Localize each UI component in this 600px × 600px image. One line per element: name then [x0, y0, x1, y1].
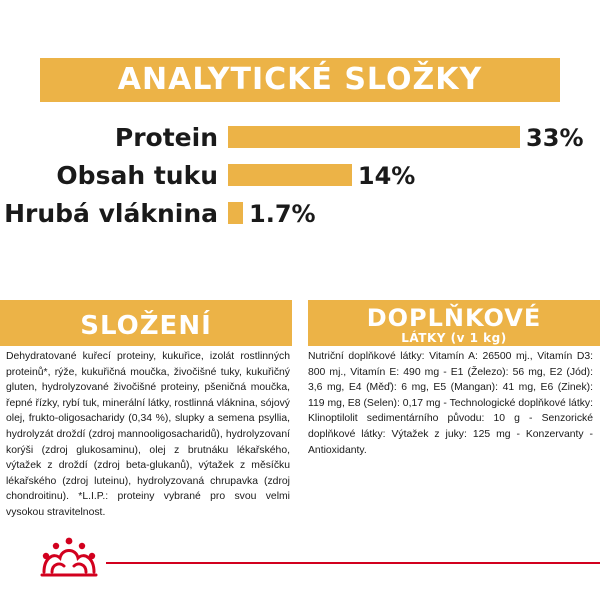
- royal-canin-crown-logo-icon: [38, 528, 100, 580]
- analytic-components-title: ANALYTICKÉ SLOŽKY: [117, 62, 483, 97]
- additives-subtitle: LÁTKY (v 1 kg): [401, 331, 507, 345]
- nutrient-row-protein: [0, 121, 600, 155]
- nutrient-bar: [228, 164, 352, 186]
- additives-title: DOPLŇKOVÉ: [366, 304, 542, 332]
- nutrient-bar: [228, 202, 243, 224]
- nutrient-value: 1.7%: [249, 200, 316, 228]
- nutrient-row-fiber: [0, 197, 600, 231]
- nutrient-bar: [228, 126, 520, 148]
- nutrient-label: Hrubá vláknina: [4, 199, 218, 228]
- nutrient-row-fat: [0, 159, 600, 193]
- additives-text: Nutriční doplňkové látky: Vitamín A: 26500 mj., Vitamín D3: 800 mj., Vitamín E: 490 mg - E1 (Železo): 56 mg, E2 (Jód): 3,6 mg, E4 (Měď): 6 mg, E5 (Mangan): 41 mg, E6 (Zinek): 119 mg, E8 (Selen): 0,17 mg - Technologické doplňkové látky: Klinoptilolit sedimentárního původu: 10 g - Senzorické doplňkové látky: Výtažek z juky: 125 mg - Konzervanty - Antioxidanty.: [308, 351, 593, 456]
- composition-title: SLOŽENÍ: [80, 311, 212, 341]
- analytic-components-banner: [40, 58, 560, 102]
- composition-banner: [0, 300, 292, 346]
- nutrient-label: Obsah tuku: [56, 161, 218, 190]
- additives-banner: [308, 300, 600, 346]
- brand-divider-line: [106, 562, 600, 564]
- nutrient-value: 33%: [526, 124, 584, 152]
- composition-text: Dehydratované kuřecí proteiny, kukuřice, izolát rostlinných proteinů*, rýže, kukuřičná moučka, živočišné tuky, kukuřičný gluten, hydrolyzované živočišné proteiny, pšeničná moučka, řepné řízky, rybí tuk, minerální látky, rostlinná vláknina, sójový olej, frukto-oligosacharidy (0,34 %), slupky a semena psyllia, hydrolyzát droždí (zdroj mannooligosacharidů), hydrolyzovaní korýši (zdroj glukosaminu), olej z brutnáku lékařského, výtažek z droždí (zdroj beta-glukanů), výtažek z měsíčku lékařského (zdroj luteinu), hydrolyzovaná chrupavka (zdroj chondroitinu). *L.I.P.: proteiny vybrané pro svou velmi vysokou stravitelnost.: [6, 351, 290, 518]
- nutrient-label: Protein: [114, 123, 218, 152]
- nutrient-value: 14%: [357, 162, 416, 190]
